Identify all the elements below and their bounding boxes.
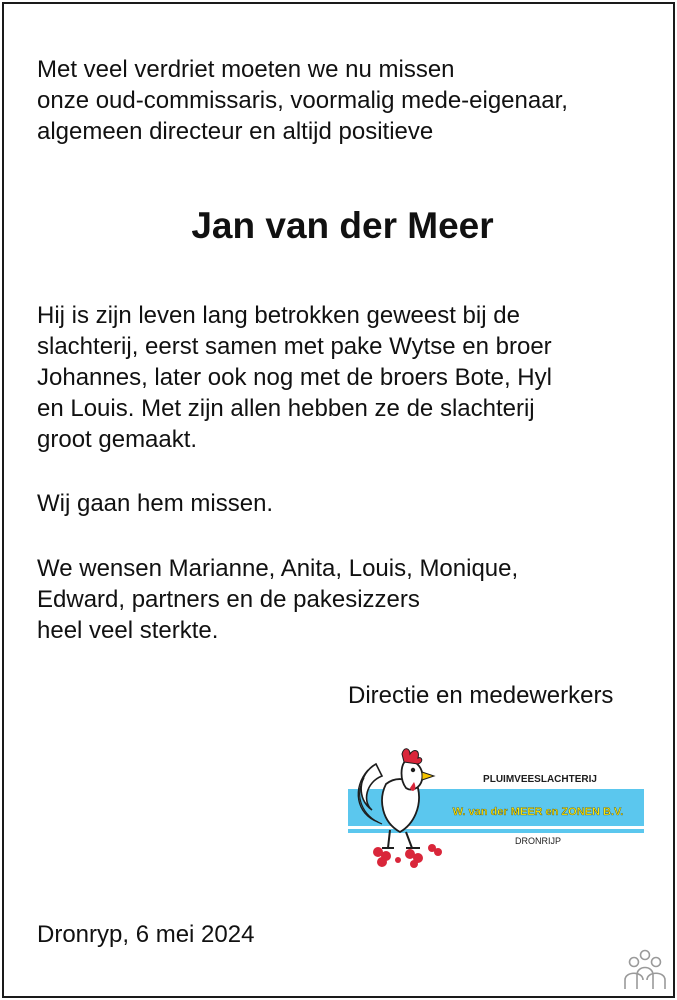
wish-paragraph (37, 553, 518, 646)
wish-line: heel veel sterkte. (37, 617, 219, 644)
intro-line: Met veel verdriet moeten we nu missen (37, 56, 455, 83)
logo-place: DRONRIJP (514, 836, 562, 846)
people-group-icon (622, 949, 668, 991)
body-line: Hij is zijn leven lang betrokken geweest bij de (37, 302, 520, 329)
place-date: Dronryp, 6 mei 2024 (37, 921, 255, 948)
company-logo (348, 744, 646, 869)
logo-top-text: PLUIMVEESLACHTERIJ (483, 774, 597, 785)
miss-line: Wij gaan hem missen. (37, 490, 274, 517)
body-line: Johannes, later ook nog met de broers Bote, Hyl (37, 364, 552, 391)
intro-line: algemeen directeur en altijd positieve (37, 118, 434, 145)
announcement-frame (2, 2, 675, 998)
intro-text (37, 54, 568, 147)
wish-line: We wensen Marianne, Anita, Louis, Monique, (37, 555, 519, 582)
signature: Directie en medewerkers (348, 682, 614, 709)
body-line: groot gemaakt. (37, 426, 198, 453)
body-paragraph (37, 300, 552, 455)
wish-line: Edward, partners en de pakesizzers (37, 586, 420, 613)
logo-company: W. van der MEER en ZONEN B.V. (452, 806, 624, 818)
intro-line: onze oud-commissaris, voormalig mede-eigenaar, (37, 87, 568, 114)
body-line: en Louis. Met zijn allen hebben ze de slachterij (37, 395, 535, 422)
body-line: slachterij, eerst samen met pake Wytse en broer (37, 333, 552, 360)
deceased-name: Jan van der Meer (191, 205, 494, 246)
